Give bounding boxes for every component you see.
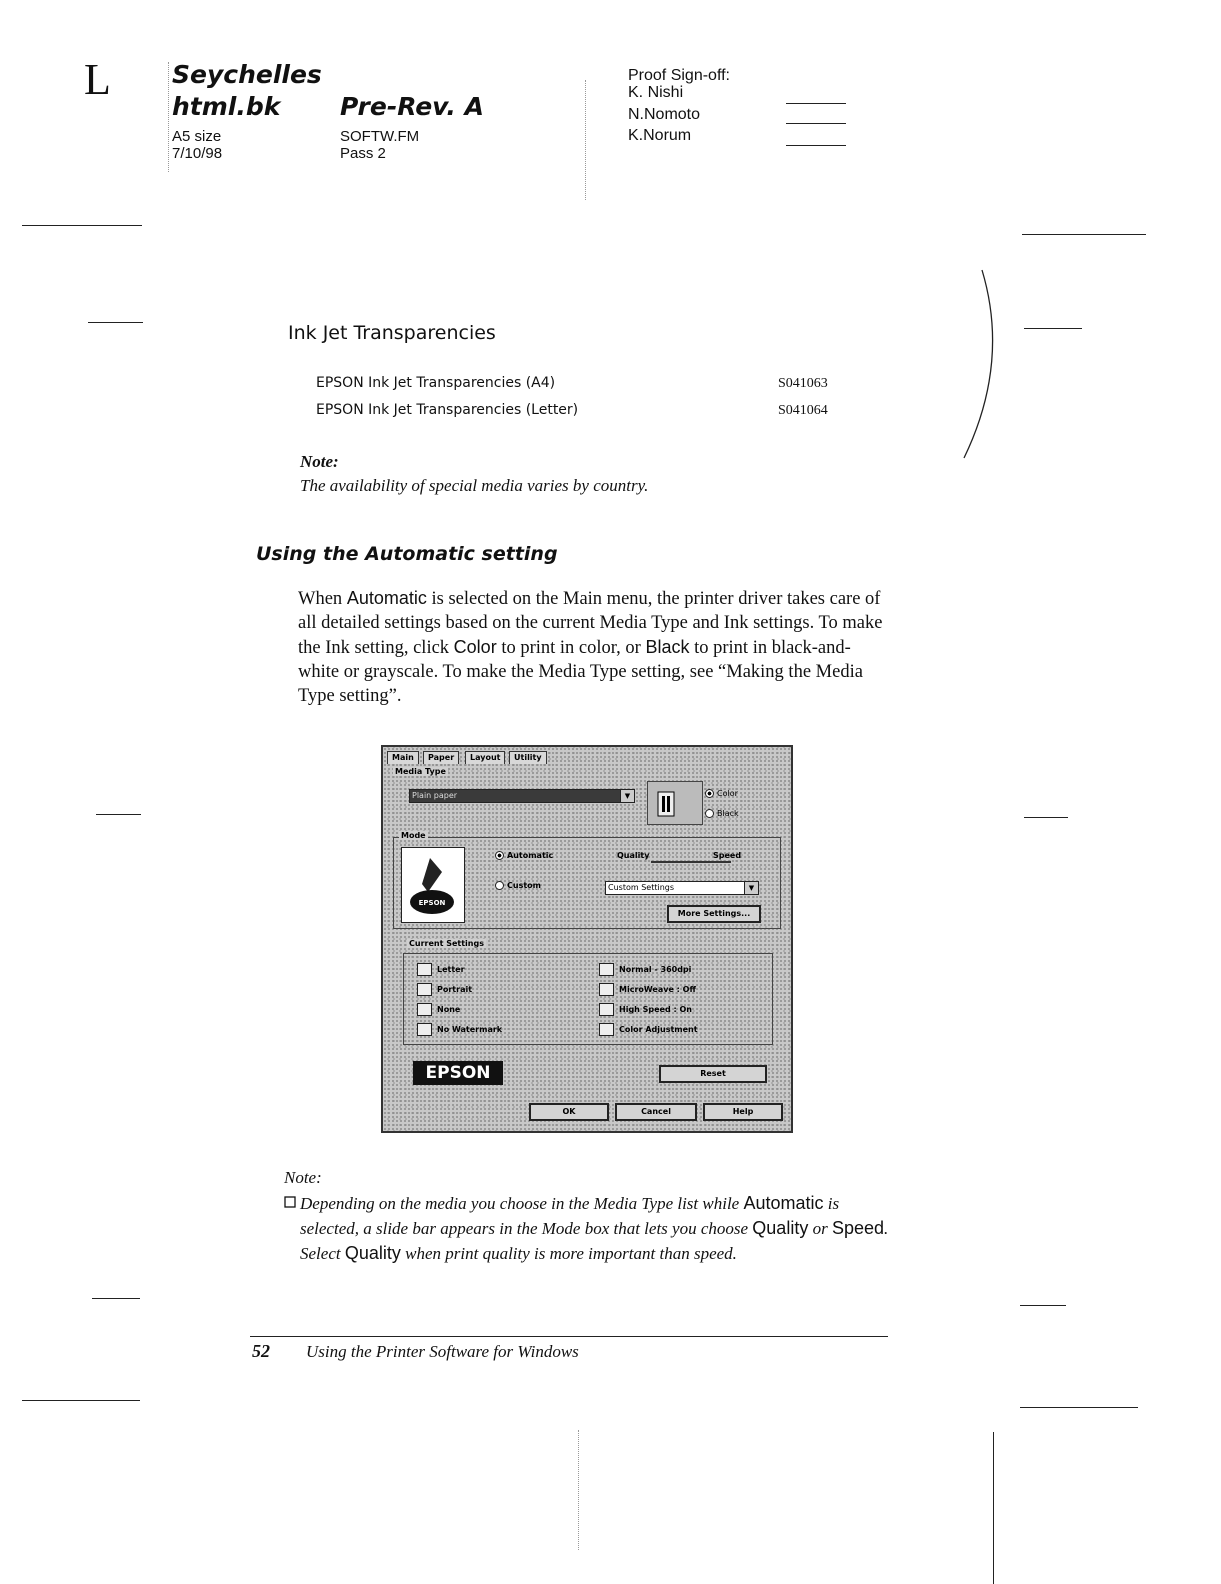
current-settings-label: Current Settings xyxy=(409,939,484,948)
crop-mark xyxy=(22,225,142,226)
quality-label: Quality xyxy=(617,851,650,860)
signoff-name: K.Norum xyxy=(628,127,692,144)
setting-high-speed: High Speed : On xyxy=(599,1003,692,1016)
ink-black-option[interactable]: Black xyxy=(705,809,739,818)
mode-automatic-radio[interactable]: Automatic xyxy=(495,851,553,860)
product-code: S041063 xyxy=(778,376,828,391)
guide-line xyxy=(585,80,586,200)
crop-mark xyxy=(1024,328,1082,329)
setting-layout: None xyxy=(417,1003,460,1016)
signoff-line xyxy=(786,145,846,146)
ink-color-option[interactable]: Color xyxy=(705,789,738,798)
product-name: EPSON Ink Jet Transparencies (Letter) xyxy=(316,402,579,418)
note-text: The availability of special media varies by country. xyxy=(300,476,649,495)
signoff-line xyxy=(786,103,846,104)
paper-size: A5 size xyxy=(172,128,222,145)
guide-line xyxy=(578,1430,579,1550)
crop-mark xyxy=(993,1432,994,1584)
tab-paper[interactable]: Paper xyxy=(423,751,459,764)
media-type-select[interactable]: Plain paper ▼ xyxy=(409,789,635,803)
quality-speed-slider[interactable] xyxy=(651,861,731,863)
setting-color-adjustment: Color Adjustment xyxy=(599,1023,698,1036)
tab-utility[interactable]: Utility xyxy=(509,751,547,764)
doc-date: 7/10/98 xyxy=(172,145,223,162)
ok-button[interactable]: OK xyxy=(529,1103,609,1121)
help-button[interactable]: Help xyxy=(703,1103,783,1121)
setting-microweave: MicroWeave : Off xyxy=(599,983,696,996)
printer-dialog-screenshot xyxy=(381,745,793,1133)
page-number: 52 xyxy=(252,1341,270,1361)
mode-custom-radio[interactable]: Custom xyxy=(495,881,541,890)
corner-mark-letter: L xyxy=(84,55,111,104)
product-code: S041064 xyxy=(778,403,828,418)
crop-mark xyxy=(1020,1305,1066,1306)
running-footer-title: Using the Printer Software for Windows xyxy=(306,1342,579,1361)
note-title: Note: xyxy=(300,452,339,471)
registration-curve xyxy=(960,268,1010,463)
file-name: SOFTW.FM xyxy=(340,128,420,145)
tab-layout[interactable]: Layout xyxy=(465,751,505,764)
revision-label: Pre-Rev. A xyxy=(340,92,484,121)
mode-label: Mode xyxy=(401,831,426,840)
epson-logo: EPSON xyxy=(413,1061,503,1085)
checkbox-bullet-icon xyxy=(284,1195,300,1211)
setting-watermark: No Watermark xyxy=(417,1023,502,1036)
guide-line xyxy=(168,62,169,172)
chevron-down-icon: ▼ xyxy=(620,790,634,802)
tab-main[interactable]: Main xyxy=(387,751,419,764)
signoff-name: K. Nishi xyxy=(628,84,684,101)
doc-title-line2: html.bk xyxy=(172,92,281,121)
body-paragraph: When Automatic is selected on the Main menu, the printer driver takes care of all detailed settings based on the current Media Type and Ink settings. To make the Ink setting, click Color to print in color, or Black to print in black-and-white or grayscale. To make the Media Type setting, see “Making the Media Type setting”. xyxy=(298,588,883,706)
signoff-name: N.Nomoto xyxy=(628,106,701,123)
signoff-title: Proof Sign-off: xyxy=(628,67,730,84)
crop-mark xyxy=(96,814,141,815)
product-name: EPSON Ink Jet Transparencies (A4) xyxy=(316,375,556,391)
ink-cartridge-icon xyxy=(647,781,703,825)
note-title: Note: xyxy=(284,1168,322,1187)
epson-mode-icon xyxy=(401,847,465,923)
setting-paper-size: Letter xyxy=(417,963,465,976)
crop-mark xyxy=(92,1298,140,1299)
media-type-label: Media Type xyxy=(395,767,446,776)
cancel-button[interactable]: Cancel xyxy=(615,1103,697,1121)
section-heading: Ink Jet Transparencies xyxy=(288,322,496,344)
pass-number: Pass 2 xyxy=(340,145,386,162)
more-settings-button[interactable]: More Settings... xyxy=(667,905,761,923)
note-bullet-text: Depending on the media you choose in the Media Type list while Automatic is selected, a slide bar appears in the Mode box that lets you choose Quality or Speed. Select Quality when print quality is more important than speed. xyxy=(300,1193,889,1263)
crop-mark xyxy=(1020,1407,1138,1408)
crop-mark xyxy=(1024,817,1068,818)
speed-label: Speed xyxy=(713,851,742,860)
footer-rule xyxy=(250,1336,888,1337)
custom-settings-select[interactable]: Custom Settings ▼ xyxy=(605,881,759,895)
svg-text:EPSON: EPSON xyxy=(418,899,446,907)
reset-button[interactable]: Reset xyxy=(659,1065,767,1083)
chevron-down-icon: ▼ xyxy=(744,882,758,894)
setting-orientation: Portrait xyxy=(417,983,472,996)
crop-mark xyxy=(88,322,143,323)
doc-title-line1: Seychelles xyxy=(172,60,322,89)
signoff-line xyxy=(786,123,846,124)
crop-mark xyxy=(1022,234,1146,235)
setting-resolution: Normal - 360dpi xyxy=(599,963,691,976)
crop-mark xyxy=(22,1400,140,1401)
subsection-heading: Using the Automatic setting xyxy=(256,543,558,565)
